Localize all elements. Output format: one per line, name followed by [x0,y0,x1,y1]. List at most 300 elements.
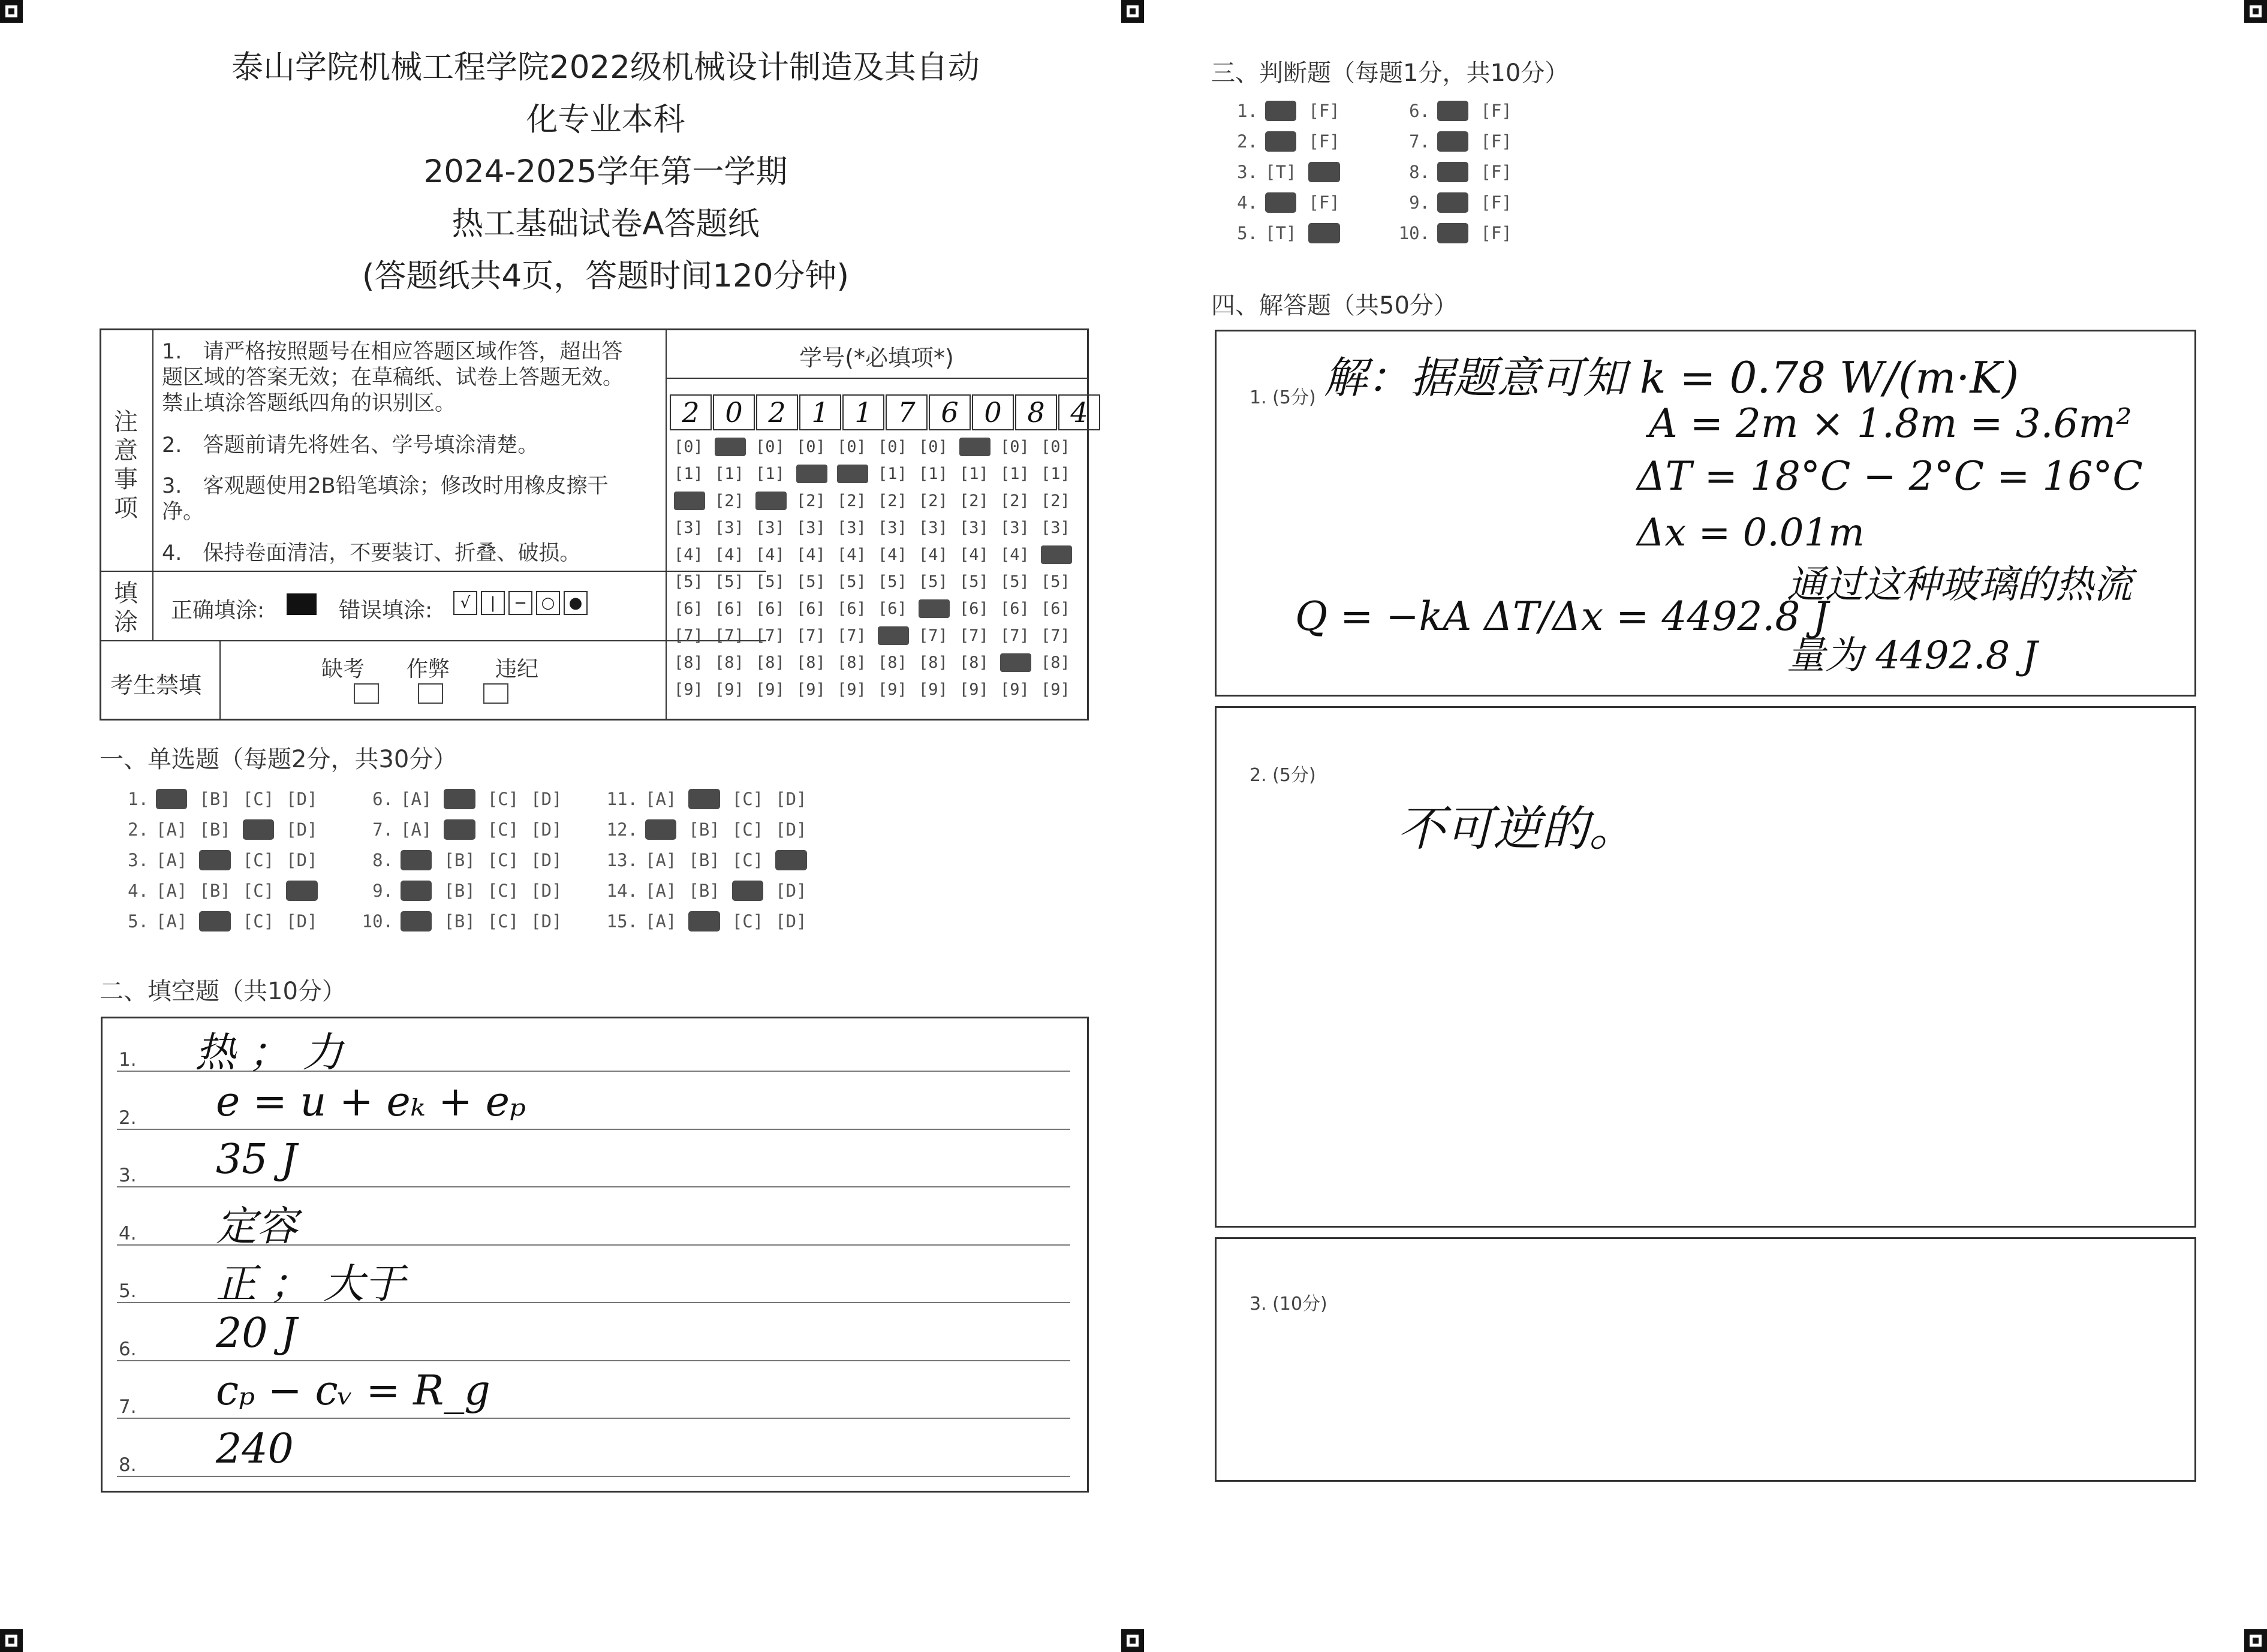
option-bubble[interactable]: [F] [1480,192,1512,213]
student-id-bubble[interactable]: [0] [674,438,703,456]
student-id-bubble[interactable]: [7] [919,626,948,645]
question-number: 8. [1409,162,1430,182]
option-bubble[interactable] [645,819,676,840]
fill-blank-line [117,1476,1070,1477]
option-bubble[interactable] [1437,223,1468,243]
option-bubble[interactable]: [D] [531,911,562,931]
student-id-bubble[interactable]: [5] [674,572,703,591]
question-number: 4. [128,881,149,901]
student-id-bubble[interactable] [715,438,746,456]
option-bubble[interactable]: [F] [1480,131,1512,152]
student-id-bubble[interactable]: [6] [1041,599,1070,618]
registration-mark-top-right [2244,0,2267,23]
option-bubble[interactable]: [T] [1265,223,1297,243]
q1-line-7: 量为 4492.8 J [1787,634,2038,678]
student-id-bubble[interactable] [796,465,827,483]
student-id-bubble[interactable]: [9] [919,680,948,699]
single-choice-question [359,819,574,840]
option-bubble[interactable]: [T] [1265,162,1297,182]
true-false-question [1395,192,1524,213]
student-id-bubble[interactable]: [8] [1041,653,1070,672]
option-bubble[interactable]: [C] [731,819,764,840]
student-id-bubble[interactable]: [1] [959,465,989,483]
fill-blank-answer: 正 ； 大于 [216,1261,405,1308]
student-id-bubble-grid[interactable] [674,438,1082,707]
notice-label: 注意事项 [114,408,138,522]
student-id-bubble[interactable]: [4] [674,545,703,564]
option-bubble[interactable] [732,881,763,901]
true-false-question [1223,162,1352,182]
option-bubble[interactable]: [A] [645,789,677,809]
student-id-bubble[interactable]: [1] [715,465,744,483]
student-id-bubble[interactable]: [5] [878,572,907,591]
student-id-digit: 1 [799,394,841,430]
student-id-bubble[interactable]: [7] [959,626,989,645]
option-bubble[interactable]: [C] [731,911,764,931]
student-id-bubble[interactable]: [2] [837,492,866,510]
student-id-bubble[interactable]: [7] [796,626,826,645]
fill-blank-number: 1. [119,1049,137,1071]
student-id-bubble[interactable] [755,492,787,510]
option-bubble[interactable]: [D] [531,850,562,870]
student-id-bubble[interactable]: [1] [674,465,703,483]
option-bubble[interactable]: [F] [1308,131,1340,152]
question-number: 2. [128,819,149,840]
student-id-bubble[interactable]: [3] [674,518,703,537]
option-bubble[interactable]: [B] [199,881,231,901]
option-bubble[interactable]: [C] [487,850,519,870]
option-bubble[interactable] [1437,162,1468,182]
option-bubble[interactable]: [C] [487,911,519,931]
option-bubble[interactable] [1437,192,1468,213]
student-id-bubble[interactable]: [7] [1041,626,1070,645]
option-bubble[interactable] [1265,192,1296,213]
student-id-bubble[interactable]: [5] [1000,572,1029,591]
question-number: 2. [1237,131,1258,152]
option-bubble[interactable]: [B] [444,850,475,870]
student-id-bubble[interactable]: [2] [796,492,826,510]
student-id-bubble[interactable]: [7] [837,626,866,645]
student-id-bubble[interactable]: [1] [878,465,907,483]
q2-label: 2. (5分) [1250,765,1316,786]
question-number: 13. [606,850,638,870]
student-id-bubble[interactable]: [4] [755,545,785,564]
student-id-bubble[interactable]: [6] [755,599,785,618]
header-line-1: 泰山学院机械工程学院2022级机械设计制造及其自动 [231,49,980,86]
header-line-4: 热工基础试卷A答题纸 [451,206,760,242]
forbid-violation-label: 违纪 [495,657,539,682]
student-id-bubble[interactable]: [4] [959,545,989,564]
correct-fill-example [287,593,317,615]
option-bubble[interactable]: [A] [401,789,432,809]
registration-mark-bottom-right [2244,1629,2267,1652]
wrong-mark-dash: − [508,591,532,615]
student-id-bubble[interactable]: [1] [1041,465,1070,483]
student-id-digit: 6 [929,394,971,430]
student-id-bubble[interactable]: [2] [1000,492,1029,510]
option-bubble[interactable]: [A] [156,911,188,931]
student-id-bubble[interactable]: [0] [1000,438,1029,456]
student-id-bubble[interactable]: [6] [796,599,826,618]
student-id-bubble[interactable]: [7] [755,626,785,645]
option-bubble[interactable] [401,911,432,931]
q1-label: 1. (5分) [1250,387,1316,408]
student-id-digit: 2 [756,394,798,430]
question-number: 6. [372,789,393,809]
question-number: 11. [606,789,638,809]
student-id-bubble[interactable]: [5] [959,572,989,591]
student-id-bubble[interactable]: [9] [878,680,907,699]
option-bubble[interactable] [199,850,230,870]
option-bubble[interactable]: [A] [401,819,432,840]
question-number: 9. [1409,192,1430,213]
fill-blank-answer: 20 J [216,1309,297,1357]
question-number: 7. [372,819,393,840]
student-id-bubble-row [674,438,1082,465]
divider [666,328,667,721]
question-number: 5. [128,911,149,931]
single-choice-question [359,911,574,931]
option-bubble[interactable]: [B] [444,881,475,901]
student-id-bubble[interactable]: [5] [837,572,866,591]
student-id-bubble-row [674,626,1082,653]
question-number: 6. [1409,101,1430,121]
student-id-bubble[interactable]: [6] [715,599,744,618]
single-choice-question [114,789,330,809]
student-id-bubble[interactable]: [1] [1000,465,1029,483]
forbid-violation-checkbox[interactable] [483,683,508,706]
student-id-bubble-row [674,653,1082,680]
registration-mark-bottom-center [1121,1629,1144,1652]
option-bubble[interactable]: [D] [531,881,562,901]
option-bubble[interactable] [243,819,274,840]
true-false-question [1395,223,1524,243]
registration-mark-top-left [0,0,23,23]
option-bubble[interactable]: [C] [242,789,275,809]
option-bubble[interactable]: [C] [242,850,275,870]
question-number: 8. [372,850,393,870]
true-false-question [1223,223,1352,243]
option-bubble[interactable]: [C] [242,911,275,931]
header-line-2: 化专业本科 [526,101,685,138]
student-id-bubble[interactable]: [2] [715,492,744,510]
student-id-bubble[interactable]: [8] [796,653,826,672]
option-bubble[interactable]: [F] [1308,192,1340,213]
student-id-bubble[interactable]: [6] [959,599,989,618]
student-id-digit: 2 [670,394,712,430]
student-id-bubble[interactable]: [5] [919,572,948,591]
q1-line-4: Δx = 0.01m [1637,511,1865,555]
student-id-bubble[interactable] [674,492,705,510]
student-id-bubble[interactable]: [0] [837,438,866,456]
student-id-bubble[interactable] [837,465,868,483]
fill-blank-number: 2. [119,1107,137,1129]
student-id-bubble[interactable] [1000,653,1031,672]
option-bubble[interactable]: [D] [531,789,562,809]
option-bubble[interactable]: [C] [487,819,519,840]
option-bubble[interactable]: [D] [286,819,318,840]
student-id-bubble[interactable]: [7] [715,626,744,645]
student-id-digit: 8 [1015,394,1057,430]
option-bubble[interactable]: [A] [645,881,677,901]
wrong-fill-examples [453,591,591,615]
student-id-bubble[interactable]: [0] [919,438,948,456]
student-id-bubble[interactable]: [0] [796,438,826,456]
option-bubble[interactable] [444,789,475,809]
forbid-cheat-checkbox[interactable] [418,683,443,706]
registration-mark-bottom-left [0,1629,23,1652]
student-id-bubble[interactable]: [9] [755,680,785,699]
student-id-bubble[interactable]: [2] [878,492,907,510]
option-bubble[interactable] [1265,101,1296,121]
option-bubble[interactable]: [A] [645,911,677,931]
q1-line-1: 解：据题意可知 k = 0.78 W/(m·K) [1324,352,2019,403]
q2-answer: 不可逆的。 [1397,801,1637,857]
student-id-digit: 7 [886,394,928,430]
student-id-bubble[interactable]: [3] [1000,518,1029,537]
true-false-question [1395,162,1524,182]
student-id-bubble[interactable]: [7] [674,626,703,645]
student-id-bubble[interactable]: [6] [878,599,907,618]
question-number: 12. [606,819,638,840]
option-bubble[interactable]: [B] [444,911,475,931]
fill-blank-line [117,1360,1070,1361]
student-id-bubble[interactable]: [9] [674,680,703,699]
fill-blank-number: 6. [119,1338,137,1360]
option-bubble[interactable]: [B] [688,881,720,901]
answer-box-q2[interactable] [1215,706,2196,1228]
student-id-bubble[interactable]: [4] [878,545,907,564]
fill-blank-answer: 35 J [216,1136,297,1183]
student-id-bubble[interactable]: [6] [1000,599,1029,618]
fill-blank-line [117,1129,1070,1130]
option-bubble[interactable]: [F] [1480,101,1512,121]
student-id-bubble-row [674,518,1082,545]
student-id-bubble[interactable]: [3] [755,518,785,537]
true-false-question [1223,101,1352,121]
question-number: 3. [128,850,149,870]
option-bubble[interactable]: [C] [731,850,764,870]
q1-line-2: A = 2m × 1.8m = 3.6m² [1649,400,2132,447]
question-number: 15. [606,911,638,931]
q1-line-6: 通过这种玻璃的热流 [1787,563,2132,607]
option-bubble[interactable]: [D] [775,819,807,840]
student-id-bubble[interactable]: [4] [796,545,826,564]
option-bubble[interactable]: [F] [1308,101,1340,121]
fill-blank-answer: 热 ； 力 [195,1029,344,1077]
option-bubble[interactable]: [D] [286,789,318,809]
option-bubble[interactable]: [C] [242,881,275,901]
student-id-title: 学号(*必填项*) [799,345,954,371]
notice-item-1: 1. 请严格按照题号在相应答题区域作答，超出答题区域的答案无效；在草稿纸、试卷上答题无效。禁止填涂答题纸四角的识别区。 [162,340,624,415]
student-id-bubble[interactable]: [8] [674,653,703,672]
q1-line-3: ΔT = 18°C − 2°C = 16°C [1637,453,2143,499]
option-bubble[interactable] [1265,131,1296,152]
option-bubble[interactable] [688,789,719,809]
student-id-bubble[interactable]: [2] [1041,492,1070,510]
section4-title: 四、解答题（共50分） [1211,292,1458,319]
option-bubble[interactable] [1308,162,1339,182]
option-bubble[interactable] [156,789,187,809]
fill-blank-line [117,1418,1070,1419]
notice-item-2: 2. 答题前请先将姓名、学号填涂清楚。 [162,433,539,457]
student-id-bubble[interactable]: [4] [837,545,866,564]
option-bubble[interactable] [1437,101,1468,121]
student-id-bubble[interactable]: [9] [715,680,744,699]
single-choice-question [114,911,330,931]
student-id-digits [670,394,1101,430]
forbid-label: 考生禁填 [110,672,202,698]
option-bubble[interactable] [286,881,317,901]
student-id-bubble[interactable]: [9] [959,680,989,699]
wrong-fill-label: 错误填涂: [339,598,433,623]
single-choice-question [359,789,574,809]
student-id-bubble[interactable]: [4] [919,545,948,564]
student-id-bubble-row [674,599,1082,626]
student-id-bubble[interactable]: [2] [919,492,948,510]
student-id-bubble-row [674,492,1082,518]
student-id-bubble[interactable]: [5] [715,572,744,591]
student-id-bubble[interactable]: [8] [878,653,907,672]
option-bubble[interactable] [688,911,719,931]
option-bubble[interactable]: [D] [531,819,562,840]
student-id-bubble[interactable]: [2] [959,492,989,510]
student-id-bubble[interactable]: [4] [715,545,744,564]
student-id-bubble[interactable]: [6] [837,599,866,618]
student-id-bubble[interactable]: [3] [959,518,989,537]
option-bubble[interactable]: [C] [487,881,519,901]
student-id-bubble-row [674,465,1082,492]
option-bubble[interactable]: [D] [775,789,807,809]
single-choice-question [603,789,819,809]
question-number: 7. [1409,131,1430,152]
student-id-bubble[interactable]: [9] [837,680,866,699]
fill-blank-answer: cₚ − cᵥ = R_g [216,1367,490,1415]
student-id-bubble[interactable]: [3] [1041,518,1070,537]
student-id-bubble[interactable]: [5] [796,572,826,591]
question-number: 10. [1398,223,1430,243]
section2-title: 二、填空题（共10分） [100,978,346,1005]
student-id-bubble[interactable]: [5] [1041,572,1070,591]
student-id-bubble[interactable]: [7] [1000,626,1029,645]
option-bubble[interactable]: [C] [731,789,764,809]
wrong-mark-bar: | [481,591,505,615]
student-id-bubble[interactable]: [9] [796,680,826,699]
option-bubble[interactable]: [B] [688,819,720,840]
option-bubble[interactable] [1308,223,1339,243]
student-id-bubble-row [674,572,1082,599]
option-bubble[interactable]: [A] [156,881,188,901]
option-bubble[interactable]: [D] [775,911,807,931]
fill-blank-number: 5. [119,1280,137,1302]
student-id-bubble[interactable]: [0] [755,438,785,456]
student-id-bubble[interactable]: [8] [715,653,744,672]
student-id-bubble[interactable]: [3] [715,518,744,537]
single-choice-question [359,881,574,901]
option-bubble[interactable]: [A] [156,850,188,870]
student-id-digit: 0 [972,394,1014,430]
notice-item-4: 4. 保持卷面清洁，不要装订、折叠、破损。 [162,541,581,565]
registration-mark-top-center [1121,0,1144,23]
student-id-bubble[interactable]: [5] [755,572,785,591]
student-id-bubble[interactable]: [8] [959,653,989,672]
answer-box-q3[interactable] [1215,1237,2196,1482]
student-id-bubble[interactable] [919,599,950,618]
question-number: 4. [1237,192,1258,213]
fill-blank-number: 3. [119,1165,137,1186]
option-bubble[interactable]: [C] [487,789,519,809]
option-bubble[interactable]: [B] [199,819,231,840]
student-id-bubble[interactable]: [0] [1041,438,1070,456]
question-number: 5. [1237,223,1258,243]
true-false-question [1395,131,1524,152]
student-id-bubble[interactable] [959,438,991,456]
student-id-bubble[interactable]: [1] [919,465,948,483]
section3-title: 三、判断题（每题1分，共10分） [1211,59,1569,87]
option-bubble[interactable] [444,819,475,840]
student-id-bubble[interactable] [878,626,909,645]
student-id-bubble[interactable]: [6] [674,599,703,618]
student-id-bubble[interactable]: [8] [837,653,866,672]
single-choice-question [603,819,819,840]
student-id-bubble[interactable]: [1] [755,465,785,483]
option-bubble[interactable]: [B] [688,850,720,870]
forbid-absent-checkbox[interactable] [354,683,379,706]
header-line-3: 2024-2025学年第一学期 [423,153,788,190]
option-bubble[interactable] [401,850,432,870]
q1-line-5: Q = −kA ΔT/Δx = 4492.8 J [1295,593,1829,640]
true-false-question [1395,101,1524,121]
student-id-bubble[interactable]: [9] [1041,680,1070,699]
option-bubble[interactable]: [D] [286,911,318,931]
true-false-question [1223,131,1352,152]
student-id-digit: 0 [713,394,755,430]
student-id-bubble[interactable]: [3] [919,518,948,537]
student-id-bubble[interactable]: [9] [1000,680,1029,699]
question-number: 1. [1237,101,1258,121]
option-bubble[interactable] [775,850,806,870]
student-id-bubble-row [674,680,1082,707]
option-bubble[interactable]: [B] [199,789,231,809]
single-choice-question [359,850,574,870]
student-id-bubble-row [674,545,1082,572]
student-id-bubble[interactable]: [8] [919,653,948,672]
student-id-bubble[interactable]: [0] [878,438,907,456]
option-bubble[interactable]: [D] [775,881,807,901]
option-bubble[interactable] [401,881,432,901]
notice-item-3: 3. 客观题使用2B铅笔填涂；修改时用橡皮擦干净。 [162,474,609,524]
fill-blank-number: 8. [119,1454,137,1476]
student-id-bubble[interactable]: [3] [837,518,866,537]
option-bubble[interactable]: [A] [156,819,188,840]
option-bubble[interactable] [199,911,230,931]
wrong-mark-check: √ [453,591,477,615]
forbid-absent-label: 缺考 [321,657,365,682]
student-id-bubble[interactable]: [3] [878,518,907,537]
student-id-bubble[interactable]: [3] [796,518,826,537]
correct-fill-label: 正确填涂: [171,598,265,623]
student-id-bubble[interactable]: [8] [755,653,785,672]
option-bubble[interactable]: [F] [1480,162,1512,182]
option-bubble[interactable]: [F] [1480,223,1512,243]
single-choice-question [114,819,330,840]
option-bubble[interactable]: [D] [286,850,318,870]
option-bubble[interactable]: [A] [645,850,677,870]
question-number: 3. [1237,162,1258,182]
student-id-bubble[interactable] [1041,545,1072,564]
student-id-bubble[interactable]: [4] [1000,545,1029,564]
option-bubble[interactable] [1437,131,1468,152]
